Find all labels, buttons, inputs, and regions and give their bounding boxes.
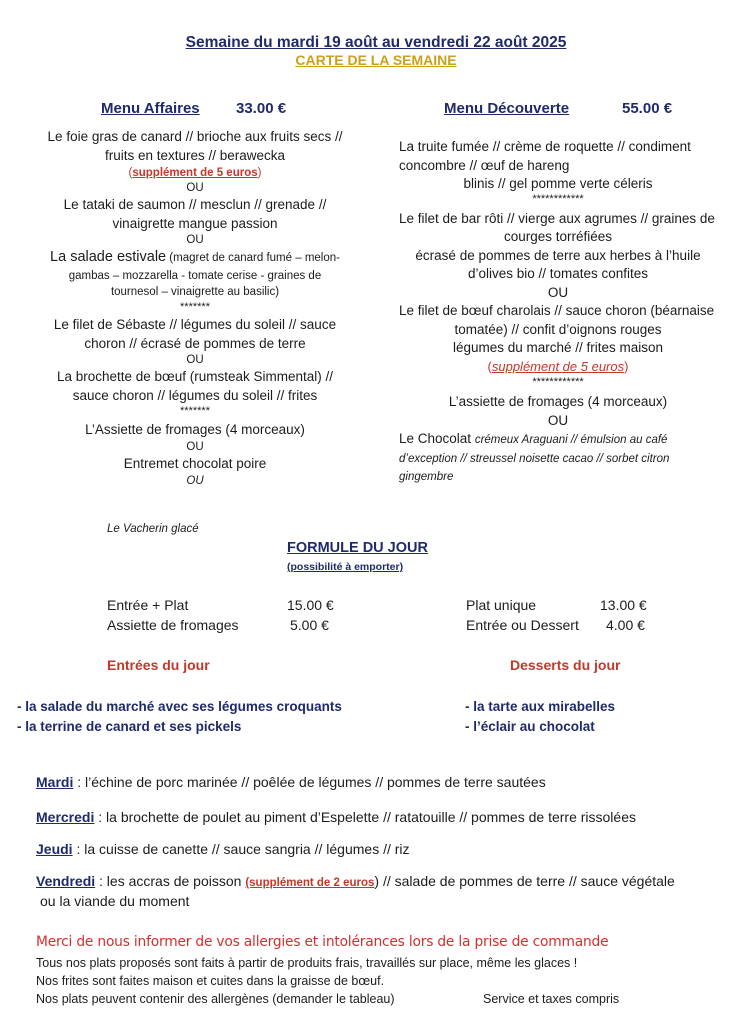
formule-item-label: Entrée + Plat	[107, 597, 189, 613]
menu-decouverte-price: 55.00 €	[622, 100, 673, 117]
supplement-note: (supplément de 5 euros)	[128, 167, 262, 179]
list-item: - la salade du marché avec ses légumes croquants	[17, 699, 342, 714]
desserts-list	[465, 697, 615, 737]
menu-line: légumes du marché // frites maison	[452, 340, 664, 355]
menu-line: fruits en textures // berawecka	[104, 147, 286, 163]
or-separator: OU	[186, 475, 204, 487]
menu-line: gingembre	[399, 471, 454, 483]
menu-line: d’exception // streussel noisette cacao // sorbet citron	[399, 452, 670, 465]
day-vendredi-line2: ou la viande du moment	[40, 893, 190, 909]
menu-line: concombre // œuf de hareng	[399, 157, 570, 173]
menu-line: Le filet de Sébaste // légumes du soleil // sauce	[53, 317, 337, 332]
or-separator: OU	[186, 182, 204, 194]
menu-decouverte-list	[399, 138, 729, 487]
menu-affaires-price: 33.00 €	[236, 100, 287, 117]
formule-left-labels	[107, 595, 239, 635]
stars-separator: ************	[532, 192, 584, 205]
week-title: Semaine du mardi 19 août au vendredi 22 août 2025	[185, 34, 567, 51]
day-mardi: Mardi : l’échine de porc marinée // poêlée de légumes // pommes de terre sautées	[36, 774, 546, 790]
entrees-title: Entrées du jour	[107, 657, 210, 673]
list-item: - la tarte aux mirabelles	[465, 699, 616, 714]
menu-line: choron // écrasé de pommes de terre	[84, 335, 306, 351]
formule-right-prices	[600, 595, 647, 635]
menu-line: Le Vacherin glacé	[107, 523, 199, 535]
menu-line: Le filet de bœuf charolais // sauce choron (béarnaise	[399, 303, 715, 318]
menu-decouverte-title: Menu Découverte	[444, 100, 570, 117]
day-label: Mercredi	[36, 809, 95, 825]
menu-line: écrasé de pommes de terre aux herbes à l’huile	[415, 247, 701, 263]
menu-line: blinis // gel pomme verte céleris	[463, 176, 653, 191]
menu-affaires-title: Menu Affaires	[101, 100, 200, 117]
menu-line: L’Assiette de fromages (4 morceaux)	[85, 422, 305, 437]
menu-line: tomatée) // confit d’oignons rouges	[454, 321, 662, 337]
menu-line: Le Chocolat crémeux Araguani // émulsion au café	[399, 431, 668, 446]
menu-line: Le tataki de saumon // mesclun // grenade //	[63, 197, 327, 212]
page-header	[0, 33, 752, 69]
day-jeudi: Jeudi : la cuisse de canette // sauce sangria // légumes // riz	[36, 841, 410, 857]
supplement-note: (supplément de 5 euros)	[487, 358, 629, 374]
footer-line: Nos plats peuvent contenir des allergènes (demander le tableau)	[36, 992, 395, 1006]
menu-line: gambas – mozzarella - tomate cerise - graines de	[68, 270, 322, 282]
or-separator: OU	[186, 234, 204, 246]
carte-title: CARTE DE LA SEMAINE	[295, 52, 457, 68]
menu-line: L’assiette de fromages (4 morceaux)	[448, 394, 668, 409]
footer-line: Tous nos plats proposés sont faits à partir de produits frais, travaillés sur place, même les glaces !	[36, 956, 578, 970]
menu-line: courges torréfiées	[503, 229, 613, 244]
menu-affaires-list	[0, 128, 390, 490]
or-separator: OU	[186, 440, 204, 453]
formule-item-price: 5.00 €	[290, 617, 329, 633]
or-separator: OU	[186, 354, 204, 366]
menu-line: Le foie gras de canard // brioche aux fruits secs //	[47, 129, 343, 144]
entrees-list	[17, 697, 342, 737]
day-label: Mardi	[36, 774, 74, 790]
menu-line: d’olives bio // tomates confites	[467, 266, 649, 281]
day-label: Vendredi	[36, 873, 96, 889]
menu-line: La brochette de bœuf (rumsteak Simmental) //	[56, 369, 334, 384]
list-item: - la terrine de canard et ses pickels	[17, 719, 242, 734]
menu-line: sauce choron // légumes du soleil // frites	[72, 387, 318, 403]
stars-separator: ************	[532, 376, 584, 388]
allergy-notice: Merci de nous informer de vos allergies et intolérances lors de la prise de commande	[36, 934, 609, 950]
stars-separator: *******	[180, 301, 210, 313]
menu-line: Le filet de bar rôti // vierge aux agrumes // graines de	[399, 210, 715, 226]
formule-item-price: 4.00 €	[606, 617, 645, 633]
or-separator: OU	[547, 284, 569, 300]
footer-line: Nos frites sont faites maison et cuites dans la graisse de bœuf.	[36, 974, 385, 988]
formule-item-price: 15.00 €	[287, 597, 334, 613]
formule-right-labels	[466, 595, 579, 635]
menu-line: Entremet chocolat poire	[123, 455, 267, 471]
formule-item-label: Assiette de fromages	[107, 617, 239, 633]
day-mercredi: Mercredi : la brochette de poulet au piment d’Espelette // ratatouille // pommes de terre rissolées	[36, 809, 636, 825]
formule-title: FORMULE DU JOUR	[287, 540, 428, 556]
day-label: Jeudi	[36, 841, 73, 857]
formule-item-price: 13.00 €	[600, 597, 647, 613]
formule-item-label: Entrée ou Dessert	[466, 617, 579, 633]
formule-left-prices	[287, 595, 334, 635]
or-separator: OU	[547, 412, 569, 428]
menu-line: La truite fumée // crème de roquette // condiment	[399, 139, 691, 154]
desserts-title: Desserts du jour	[510, 657, 621, 673]
stars-separator: *******	[180, 405, 210, 417]
formule-item-label: Plat unique	[466, 597, 537, 613]
menu-line: vinaigrette mangue passion	[112, 215, 278, 231]
day-vendredi: Vendredi : les accras de poisson (supplément de 2 euros) // salade de pommes de terre // sauce végétale	[36, 873, 675, 889]
formule-subtitle: (possibilité à emporter)	[287, 561, 404, 573]
list-item: - l’éclair au chocolat	[465, 719, 595, 734]
service-note: Service et taxes compris	[483, 992, 620, 1006]
menu-line: tournesol – vinaigrette au basilic)	[110, 286, 280, 298]
menu-line: La salade estivale (magret de canard fumé – melon-	[50, 249, 340, 265]
